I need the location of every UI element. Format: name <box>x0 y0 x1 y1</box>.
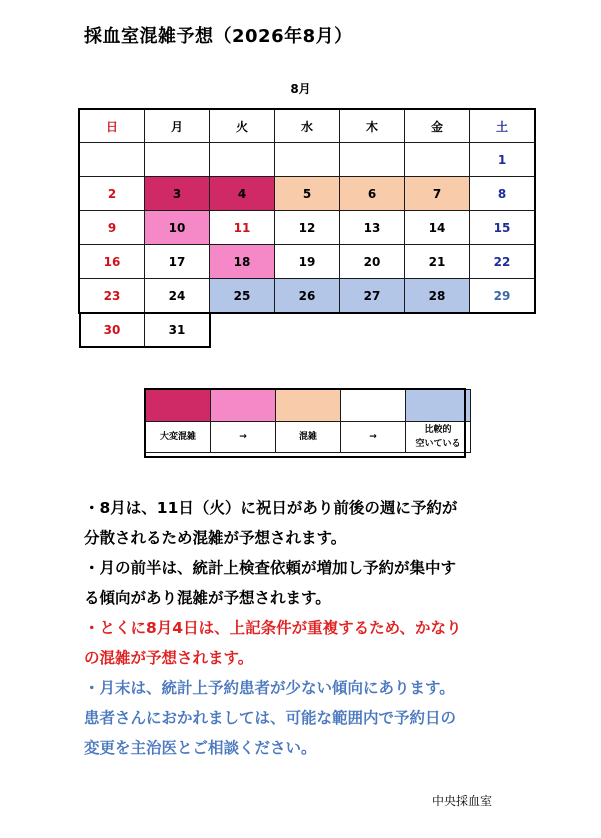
day-cell: 23 <box>80 279 145 313</box>
legend-label: 大変混雑 <box>146 422 211 453</box>
day-cell: 14 <box>405 211 470 245</box>
legend-swatch-busy-plus <box>211 390 276 422</box>
legend-label: 混雑 <box>276 422 341 453</box>
day-cell: 13 <box>340 211 405 245</box>
weekday-header: 火 <box>210 110 275 143</box>
legend-label: 比較的 空いている <box>406 422 471 453</box>
day-cell: 3 <box>145 177 210 211</box>
empty-day-cell <box>340 313 405 347</box>
day-cell: 10 <box>145 211 210 245</box>
footer-department: 中央採血室 <box>432 794 493 808</box>
calendar-week-row <box>80 211 535 245</box>
day-cell: 2 <box>80 177 145 211</box>
note-paragraph <box>84 613 584 673</box>
note-paragraph <box>84 553 584 613</box>
legend-label: → <box>341 422 406 453</box>
note-line: ・8月は、11日（火）に祝日があり前後の週に予約が <box>84 499 458 517</box>
day-cell: 20 <box>340 245 405 279</box>
empty-day-cell <box>275 313 340 347</box>
day-cell: 6 <box>340 177 405 211</box>
legend-swatch-busy <box>276 390 341 422</box>
page-title: 採血室混雑予想（2026年8月） <box>84 26 353 47</box>
note-line: 患者さんにおかれましては、可能な範囲内で予約日の <box>84 709 457 727</box>
day-cell: 11 <box>210 211 275 245</box>
day-cell: 9 <box>80 211 145 245</box>
empty-day-cell <box>340 143 405 177</box>
note-line: ・月末は、統計上予約患者が少ない傾向にあります。 <box>84 679 455 697</box>
day-cell: 24 <box>145 279 210 313</box>
empty-day-cell <box>145 143 210 177</box>
day-cell: 8 <box>470 177 535 211</box>
weekday-header: 水 <box>275 110 340 143</box>
day-cell: 4 <box>210 177 275 211</box>
note-line: 変更を主治医とご相談ください。 <box>84 739 317 757</box>
day-cell: 28 <box>405 279 470 313</box>
note-line: ・とくに8月4日は、上記条件が重複するため、かなり <box>84 619 462 637</box>
empty-day-cell <box>470 313 535 347</box>
day-cell: 25 <box>210 279 275 313</box>
calendar-week-row <box>80 313 535 347</box>
empty-day-cell <box>275 143 340 177</box>
day-cell: 17 <box>145 245 210 279</box>
note-line: る傾向があり混雑が予想されます。 <box>84 589 331 607</box>
note-line: 分散されるため混雑が予想されます。 <box>84 529 347 547</box>
weekday-header: 土 <box>470 110 535 143</box>
legend-swatch-very-busy <box>146 390 211 422</box>
note-paragraph <box>84 673 584 763</box>
weekday-header: 日 <box>80 110 145 143</box>
empty-day-cell <box>210 143 275 177</box>
legend-swatch-normal <box>341 390 406 422</box>
empty-day-cell <box>405 313 470 347</box>
weekday-header: 金 <box>405 110 470 143</box>
calendar-table <box>79 109 535 347</box>
note-line: の混雑が予想されます。 <box>84 649 254 667</box>
note-line: ・月の前半は、統計上検査依頼が増加し予約が集中す <box>84 559 457 577</box>
calendar-week-row <box>80 279 535 313</box>
day-cell: 18 <box>210 245 275 279</box>
day-cell: 5 <box>275 177 340 211</box>
legend-label: → <box>211 422 276 453</box>
empty-day-cell <box>210 313 275 347</box>
day-cell: 7 <box>405 177 470 211</box>
day-cell: 27 <box>340 279 405 313</box>
calendar-week-row <box>80 245 535 279</box>
calendar-week-row <box>80 143 535 177</box>
day-cell: 19 <box>275 245 340 279</box>
calendar-week-row <box>80 177 535 211</box>
calendar-month-label: 8月 <box>290 82 311 96</box>
day-cell: 1 <box>470 143 535 177</box>
legend-swatch-fairly-free <box>406 390 471 422</box>
notes-section <box>84 493 584 763</box>
empty-day-cell <box>80 143 145 177</box>
day-cell: 30 <box>80 313 145 347</box>
day-cell: 15 <box>470 211 535 245</box>
day-cell: 22 <box>470 245 535 279</box>
empty-day-cell <box>405 143 470 177</box>
day-cell: 21 <box>405 245 470 279</box>
note-paragraph <box>84 493 584 553</box>
day-cell: 26 <box>275 279 340 313</box>
day-cell: 12 <box>275 211 340 245</box>
day-cell: 31 <box>145 313 210 347</box>
weekday-header: 木 <box>340 110 405 143</box>
day-cell: 29 <box>470 279 535 313</box>
day-cell: 16 <box>80 245 145 279</box>
legend-table <box>145 389 471 453</box>
weekday-header: 月 <box>145 110 210 143</box>
